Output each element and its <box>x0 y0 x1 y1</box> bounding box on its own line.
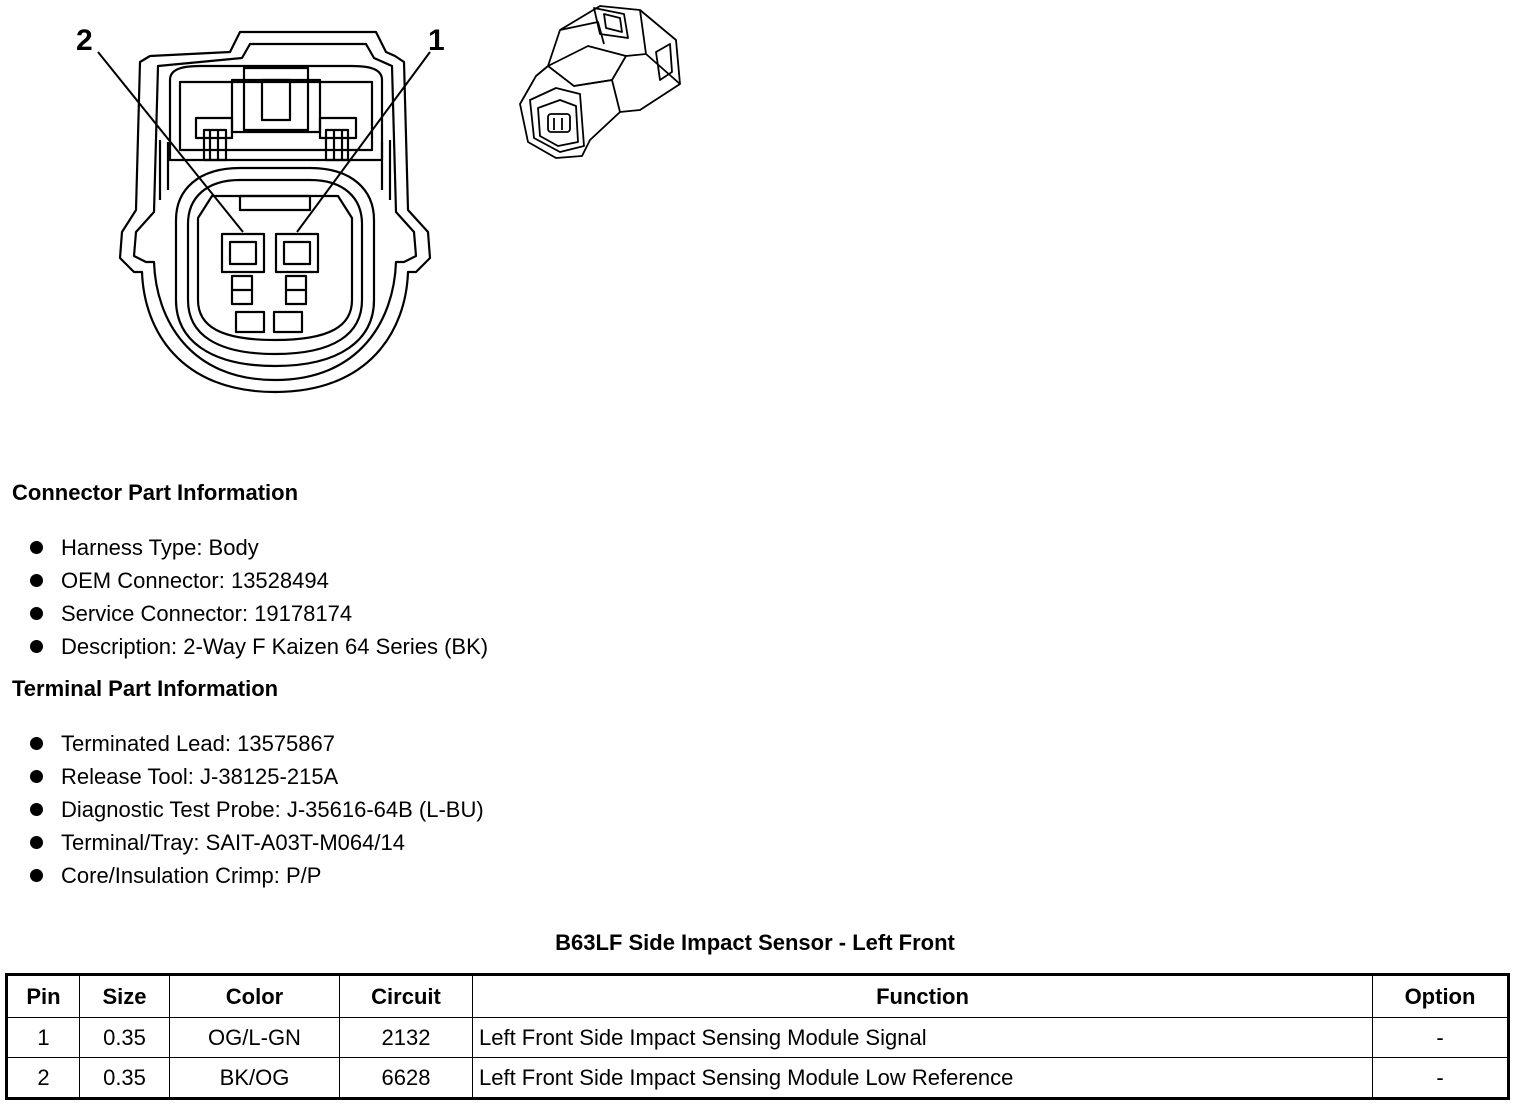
bullet-icon <box>30 869 43 882</box>
connector-face-view <box>98 32 430 392</box>
cell-pin: 1 <box>7 1018 80 1058</box>
cavity-2 <box>222 234 264 272</box>
list-item: Terminal/Tray: SAIT-A03T-M064/14 <box>28 826 484 859</box>
terminal-info-heading: Terminal Part Information <box>12 676 279 701</box>
list-item: Release Tool: J-38125-215A <box>28 760 484 793</box>
bullet-icon <box>30 770 43 783</box>
cell-size: 0.35 <box>80 1058 170 1099</box>
table-title: B63LF Side Impact Sensor - Left Front <box>555 930 955 955</box>
table-row <box>7 1058 1509 1099</box>
cell-circuit: 6628 <box>340 1058 473 1099</box>
col-header-size: Size <box>80 975 170 1018</box>
cell-option: - <box>1373 1018 1509 1058</box>
bullet-icon <box>30 803 43 816</box>
cell-pin: 2 <box>7 1058 80 1099</box>
cell-function: Left Front Side Impact Sensing Module Signal <box>473 1018 1373 1058</box>
connector-diagram <box>0 0 720 420</box>
col-header-function: Function <box>473 975 1373 1018</box>
cell-size: 0.35 <box>80 1018 170 1058</box>
bullet-icon <box>30 640 43 653</box>
cavity-1 <box>276 234 318 272</box>
bullet-icon <box>30 541 43 554</box>
cell-function: Left Front Side Impact Sensing Module Low Reference <box>473 1058 1373 1099</box>
table-row <box>7 1018 1509 1058</box>
pin-label-1: 1 <box>428 24 445 57</box>
cell-color: OG/L-GN <box>170 1018 340 1058</box>
col-header-circuit: Circuit <box>340 975 473 1018</box>
connector-iso-view <box>520 6 680 158</box>
bullet-icon <box>30 607 43 620</box>
list-item: Harness Type: Body <box>28 531 488 564</box>
table-header-row <box>7 975 1509 1018</box>
terminal-info-list <box>28 727 484 892</box>
bullet-icon <box>30 574 43 587</box>
cell-color: BK/OG <box>170 1058 340 1099</box>
list-item: Description: 2-Way F Kaizen 64 Series (BK) <box>28 630 488 663</box>
list-item: Diagnostic Test Probe: J-35616-64B (L-BU) <box>28 793 484 826</box>
pinout-table <box>5 973 1510 1100</box>
cell-circuit: 2132 <box>340 1018 473 1058</box>
bullet-icon <box>30 737 43 750</box>
col-header-color: Color <box>170 975 340 1018</box>
connector-info-list <box>28 531 488 663</box>
list-item: Core/Insulation Crimp: P/P <box>28 859 484 892</box>
col-header-pin: Pin <box>7 975 80 1018</box>
connector-info-heading: Connector Part Information <box>12 480 299 505</box>
list-item: OEM Connector: 13528494 <box>28 564 488 597</box>
col-header-option: Option <box>1373 975 1509 1018</box>
pin-label-2: 2 <box>76 24 93 57</box>
cell-option: - <box>1373 1058 1509 1099</box>
list-item: Service Connector: 19178174 <box>28 597 488 630</box>
list-item: Terminated Lead: 13575867 <box>28 727 484 760</box>
bullet-icon <box>30 836 43 849</box>
